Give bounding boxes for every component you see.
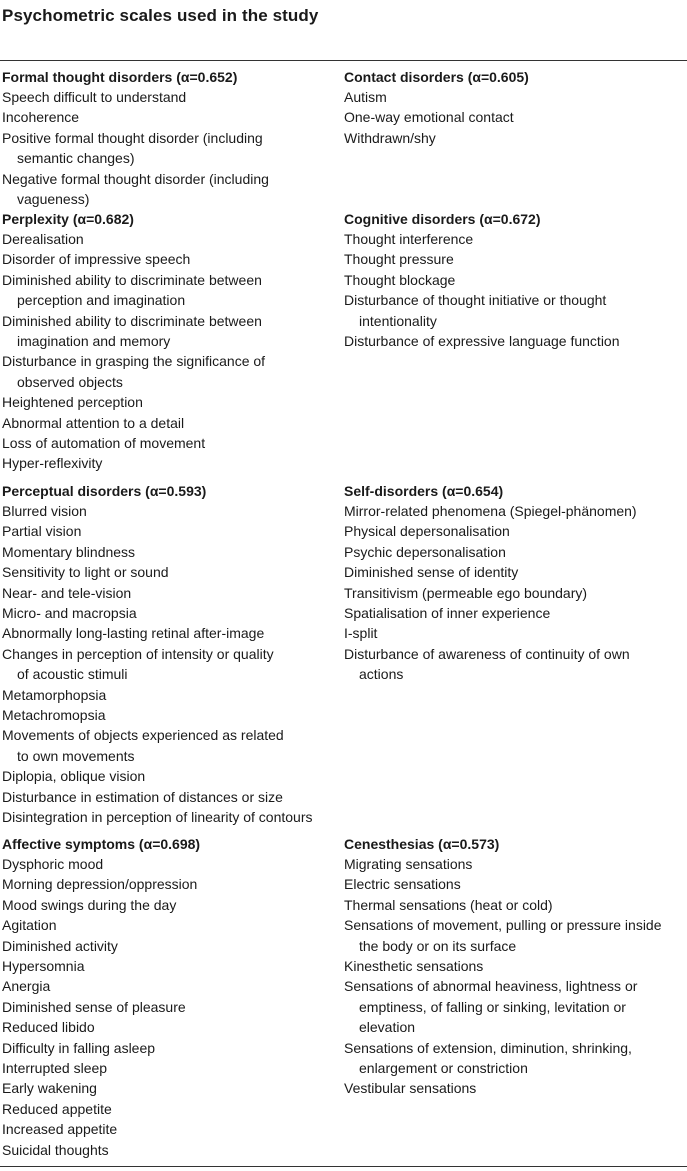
scale-item-text: Autism <box>344 89 387 105</box>
scale-item <box>344 895 684 915</box>
scale-item-text: Abnormal attention to a detail <box>2 414 185 431</box>
scale-item <box>2 854 332 874</box>
scale-item <box>2 787 332 807</box>
scale-item <box>2 807 332 827</box>
scale-item <box>2 521 332 541</box>
scale-item-text: Diminished ability to discriminate between <box>2 271 262 288</box>
scale-item <box>344 874 684 894</box>
scale-item <box>2 351 332 392</box>
scale-item-text: Diminished activity <box>2 937 118 954</box>
scale-item-text: Sensations of movement, pulling or pressure inside <box>344 917 662 934</box>
scale-item-continuation: to own movements <box>17 747 135 764</box>
scale-item <box>2 453 332 473</box>
section-self-disorders <box>344 481 684 685</box>
scale-item <box>2 1140 332 1160</box>
section-formal-thought-disorders <box>2 67 332 209</box>
section-affective-symptoms <box>2 834 332 1160</box>
scale-item <box>2 705 332 725</box>
scale-item-text: Thought blockage <box>344 271 456 288</box>
scale-item-text: Heightened perception <box>2 394 143 411</box>
top-rule <box>0 60 687 61</box>
scale-item-text: Disturbance of expressive language function <box>344 333 620 350</box>
scale-item-text: Disorder of impressive speech <box>2 251 191 268</box>
scale-heading: Self-disorders (α=0.654) <box>344 483 504 499</box>
scale-item-continuation: actions <box>359 666 404 683</box>
scale-item-text: Changes in perception of intensity or quality <box>2 645 274 662</box>
scale-item-text: Reduced libido <box>2 1019 95 1036</box>
scale-item-continuation: enlargement or constriction <box>359 1060 528 1077</box>
scale-item-text: I-split <box>344 625 378 642</box>
scale-item-text: Disturbance of thought initiative or thought <box>344 292 607 309</box>
scale-item-text: Suicidal thoughts <box>2 1141 109 1158</box>
scale-item <box>344 290 684 331</box>
scale-item <box>2 1099 332 1119</box>
scale-item-text: Transitivism (permeable ego boundary) <box>344 584 588 601</box>
scale-item-continuation: intentionality <box>359 312 437 329</box>
scale-item <box>344 854 684 874</box>
scale-item-text: Anergia <box>2 978 51 995</box>
scale-item-text: Difficulty in falling asleep <box>2 1039 156 1056</box>
scale-item-text: Electric sensations <box>344 876 461 893</box>
scale-item-text: Disturbance of awareness of continuity of own <box>344 645 630 662</box>
section-perplexity <box>2 209 332 474</box>
scale-item <box>344 331 684 351</box>
section-perceptual-disorders <box>2 481 332 828</box>
scale-item <box>344 521 684 541</box>
scale-item <box>344 270 684 290</box>
scale-item <box>344 501 684 521</box>
scale-item-text: Kinesthetic sensations <box>344 958 484 975</box>
scale-item-text: Partial vision <box>2 523 82 540</box>
scale-item-text: Thermal sensations (heat or cold) <box>344 896 553 913</box>
scale-item-text: Disintegration in perception of linearity of contours <box>2 809 313 826</box>
scale-item-text: Thought pressure <box>344 251 454 268</box>
scale-item <box>344 583 684 603</box>
scale-item-continuation: of acoustic stimuli <box>17 666 128 683</box>
scale-item-text: Hypersomnia <box>2 958 85 975</box>
scale-item <box>344 644 684 685</box>
scale-item-text: Derealisation <box>2 231 84 247</box>
scale-item-text: Sensations of extension, diminution, shrinking, <box>344 1039 632 1056</box>
scale-item-text: Negative formal thought disorder (including <box>2 170 269 187</box>
scale-item <box>2 107 332 127</box>
scale-heading: Contact disorders (α=0.605) <box>344 69 529 85</box>
scale-item-text: Diplopia, oblique vision <box>2 768 146 785</box>
scale-item <box>2 229 332 249</box>
scale-item <box>2 270 332 311</box>
scale-item <box>2 501 332 521</box>
scale-heading: Cognitive disorders (α=0.672) <box>344 211 541 227</box>
scale-item-text: Positive formal thought disorder (including <box>2 129 263 146</box>
scale-item-continuation: observed objects <box>17 373 123 390</box>
scale-item-text: Mirror-related phenomena (Spiegel-phänomen) <box>344 503 637 519</box>
scale-item <box>344 128 684 148</box>
scale-item-text: Reduced appetite <box>2 1100 112 1117</box>
scale-item <box>344 603 684 623</box>
scale-item <box>2 128 332 169</box>
scale-item <box>344 976 684 1037</box>
scale-item <box>2 583 332 603</box>
scale-item-text: Early wakening <box>2 1080 97 1097</box>
bottom-rule <box>0 1166 687 1167</box>
scale-item <box>344 915 684 956</box>
scale-item <box>2 895 332 915</box>
scale-item <box>2 766 332 786</box>
scale-item <box>2 685 332 705</box>
scale-item-text: Hyper-reflexivity <box>2 455 103 472</box>
scale-item-text: Movements of objects experienced as related <box>2 727 284 744</box>
scale-item-text: Sensations of abnormal heaviness, lightness or <box>344 978 638 995</box>
scale-item <box>2 936 332 956</box>
scale-item <box>2 956 332 976</box>
scale-item-text: Physical depersonalisation <box>344 523 510 540</box>
scale-item <box>344 562 684 582</box>
scale-item <box>2 623 332 643</box>
scale-item-text: Blurred vision <box>2 503 87 519</box>
scale-item <box>344 1078 684 1098</box>
scale-item <box>2 644 332 685</box>
scale-item-text: Psychic depersonalisation <box>344 543 506 560</box>
scale-item-text: Metachromopsia <box>2 707 106 724</box>
scale-item-text: Interrupted sleep <box>2 1060 108 1077</box>
scale-item <box>2 169 332 210</box>
scale-item-continuation: the body or on its surface <box>359 937 517 954</box>
scale-item-text: Mood swings during the day <box>2 896 177 913</box>
scale-item-text: Momentary blindness <box>2 543 136 560</box>
scale-item-text: Spatialisation of inner experience <box>344 605 551 622</box>
scale-item-continuation: perception and imagination <box>17 292 186 309</box>
section-cognitive-disorders <box>344 209 684 351</box>
scale-heading: Perplexity (α=0.682) <box>2 211 134 227</box>
scale-item <box>2 1038 332 1058</box>
scale-item <box>2 1017 332 1037</box>
scale-item <box>2 249 332 269</box>
scale-item-continuation: imagination and memory <box>17 333 171 350</box>
scale-heading: Formal thought disorders (α=0.652) <box>2 69 238 85</box>
scale-item-continuation: elevation <box>359 1019 416 1036</box>
scale-item-text: Morning depression/oppression <box>2 876 198 893</box>
scale-item <box>2 413 332 433</box>
scale-item <box>2 392 332 412</box>
scale-heading: Affective symptoms (α=0.698) <box>2 836 201 852</box>
scale-item-text: One-way emotional contact <box>344 109 514 126</box>
scale-item-text: Metamorphopsia <box>2 686 107 703</box>
table-title: Psychometric scales used in the study <box>2 6 319 25</box>
scale-item-text: Vestibular sensations <box>344 1080 477 1097</box>
scale-item-continuation: emptiness, of falling or sinking, levitation or <box>359 998 626 1015</box>
scale-item <box>344 623 684 643</box>
scale-item <box>344 87 684 107</box>
scale-item-continuation: vagueness) <box>17 191 90 208</box>
scale-item <box>2 1058 332 1078</box>
scale-item-text: Incoherence <box>2 109 80 126</box>
scale-item <box>2 997 332 1017</box>
scale-item <box>2 433 332 453</box>
scale-item-continuation: semantic changes) <box>17 150 135 167</box>
scale-item-text: Speech difficult to understand <box>2 89 187 105</box>
scale-item-text: Diminished sense of identity <box>344 564 519 581</box>
scale-item-text: Thought interference <box>344 231 474 247</box>
scale-item <box>2 1119 332 1139</box>
scale-item <box>2 874 332 894</box>
scale-item <box>344 107 684 127</box>
scale-item-text: Abnormally long-lasting retinal after-image <box>2 625 265 642</box>
scale-item-text: Sensitivity to light or sound <box>2 564 169 581</box>
scale-item <box>2 311 332 352</box>
scale-item <box>344 956 684 976</box>
section-contact-disorders <box>344 67 684 148</box>
scale-item <box>344 249 684 269</box>
scale-heading: Perceptual disorders (α=0.593) <box>2 483 207 499</box>
scale-item-text: Disturbance in grasping the significance of <box>2 353 266 370</box>
scale-item-text: Migrating sensations <box>344 856 473 872</box>
scale-item <box>2 562 332 582</box>
scale-item <box>344 1038 684 1079</box>
scale-item <box>2 1078 332 1098</box>
scale-item <box>2 725 332 766</box>
scale-item <box>2 603 332 623</box>
scale-item-text: Diminished sense of pleasure <box>2 998 186 1015</box>
scale-item <box>344 542 684 562</box>
scale-item-text: Dysphoric mood <box>2 856 104 872</box>
section-cenesthesias <box>344 834 684 1099</box>
scale-heading: Cenesthesias (α=0.573) <box>344 836 500 852</box>
scale-item-text: Withdrawn/shy <box>344 129 436 146</box>
scale-item <box>2 915 332 935</box>
scale-item <box>344 229 684 249</box>
scale-item <box>2 542 332 562</box>
scale-item-text: Near- and tele-vision <box>2 584 132 601</box>
scale-item-text: Disturbance in estimation of distances or size <box>2 788 283 805</box>
scale-item-text: Diminished ability to discriminate between <box>2 312 262 329</box>
scale-item-text: Increased appetite <box>2 1121 118 1138</box>
scale-item-text: Loss of automation of movement <box>2 435 206 452</box>
scale-item-text: Agitation <box>2 917 57 934</box>
scale-item <box>2 87 332 107</box>
scale-item <box>2 976 332 996</box>
scale-item-text: Micro- and macropsia <box>2 605 137 622</box>
